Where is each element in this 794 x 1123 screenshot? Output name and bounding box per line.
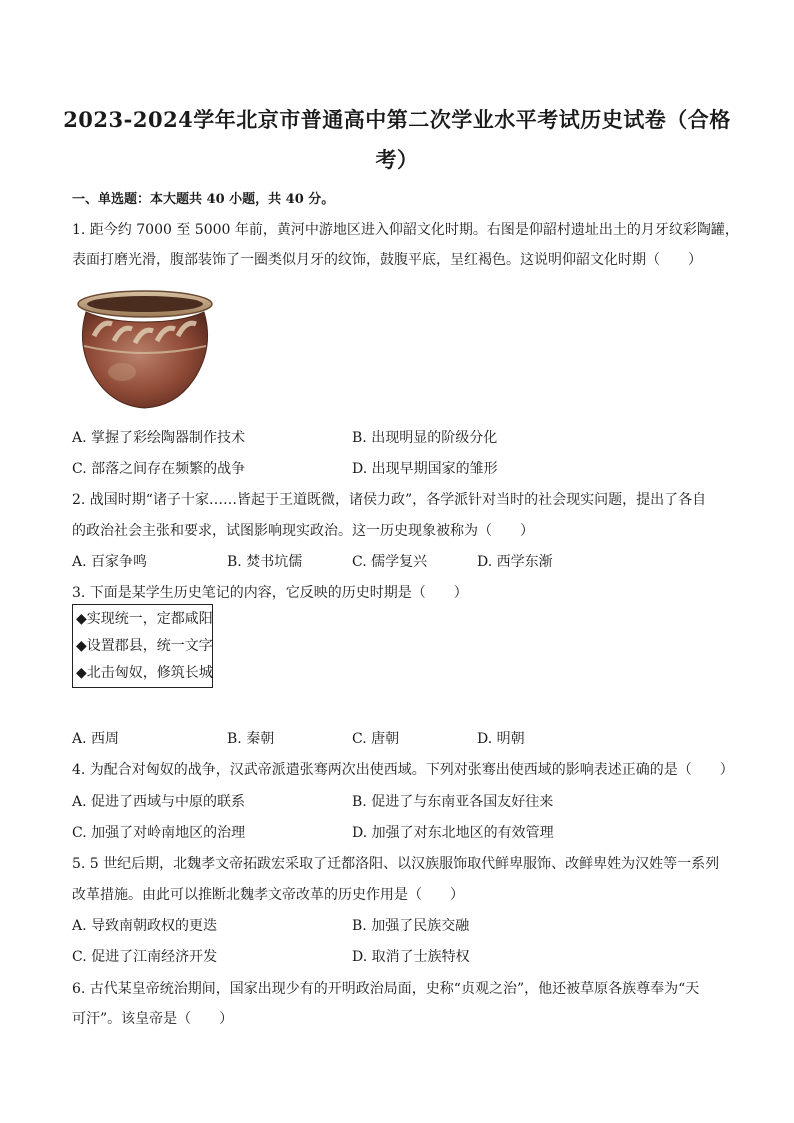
q5-stem-line-2: 改革措施。由此可以推断北魏孝文帝改革的历史作用是（ ） [72,887,464,903]
q3-option-b: B. 秦朝 [227,731,275,747]
q2-stem-line-1: 2. 战国时期“诸子十家……皆起于王道既微，诸侯力政”，各学派针对当时的社会现实问题，提出了各自 [72,492,707,508]
note-item-1: ◆实现统一，定都咸阳 [76,611,213,627]
q4-stem-line-1: 4. 为配合对匈奴的战争，汉武帝派遣张骞两次出使西域。下列对张骞出使西域的影响表述正确的是（ ） [72,762,734,778]
q1-stem-line-2: 表面打磨光滑，腹部装饰了一圈类似月牙的纹饰，鼓腹平底，呈红褐色。这说明仰韶文化时期（ ） [72,252,702,268]
q4-option-c: C. 加强了对岭南地区的治理 [72,825,246,841]
q3-option-a: A. 西周 [72,731,120,747]
note-item-2: ◆设置郡县，统一文字 [76,638,213,654]
exam-title [60,100,734,180]
q6-stem-line-2: 可汗”。该皇帝是（ ） [72,1011,234,1027]
painted-pottery-jar-image [72,284,218,410]
q4-option-b: B. 促进了与东南亚各国友好往来 [352,794,554,810]
q3-option-d: D. 明朝 [477,731,525,747]
title-line-1: 2023-2024学年北京市普通高中第二次学业水平考试历史试卷（合格 [63,107,731,132]
student-notes-box [72,604,213,688]
q1-option-b: B. 出现明显的阶级分化 [352,430,498,446]
q3-stem-line-1: 3. 下面是某学生历史笔记的内容，它反映的历史时期是（ ） [72,585,468,601]
q2-option-a: A. 百家争鸣 [72,554,148,570]
q5-option-a: A. 导致南朝政权的更迭 [72,918,218,934]
q5-option-b: B. 加强了民族交融 [352,918,470,934]
q5-stem-line-1: 5. 5 世纪后期，北魏孝文帝拓跋宏采取了迁都洛阳、以汉族服饰取代鲜卑服饰、改鲜卑姓为汉姓等一系列 [72,856,720,872]
q1-option-a: A. 掌握了彩绘陶器制作技术 [72,430,246,446]
q6-stem-line-1: 6. 古代某皇帝统治期间，国家出现少有的开明政治局面，史称“贞观之治”，他还被草原各族尊奉为“天 [72,981,700,997]
q4-option-a: A. 促进了西域与中原的联系 [72,794,246,810]
note-item-3: ◆北击匈奴，修筑长城 [76,665,213,681]
q5-option-d: D. 取消了士族特权 [352,949,470,965]
section-heading: 一、单选题：本大题共 40 小题，共 40 分。 [72,192,335,207]
q1-stem-line-1: 1. 距今约 7000 至 5000 年前，黄河中游地区进入仰韶文化时期。右图是仰韶村遗址出土的月牙纹彩陶罐， [72,222,739,238]
q5-option-c: C. 促进了江南经济开发 [72,949,218,965]
q2-option-d: D. 西学东渐 [477,554,553,570]
q1-option-d: D. 出现早期国家的雏形 [352,461,498,477]
q2-stem-line-2: 的政治社会主张和要求，试图影响现实政治。这一历史现象被称为（ ） [72,523,534,539]
q2-option-c: C. 儒学复兴 [352,554,428,570]
q1-option-c: C. 部落之间存在频繁的战争 [72,461,246,477]
q4-option-d: D. 加强了对东北地区的有效管理 [352,825,554,841]
q3-option-c: C. 唐朝 [352,731,400,747]
q2-option-b: B. 焚书坑儒 [227,554,303,570]
title-line-2: 考） [375,147,419,172]
